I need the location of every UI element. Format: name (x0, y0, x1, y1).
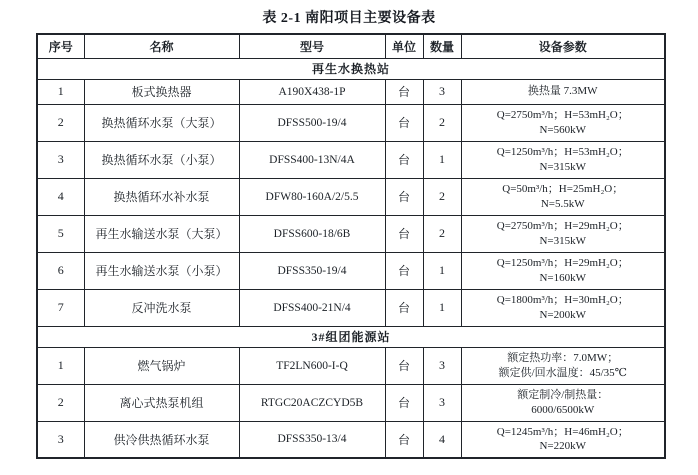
cell-name: 再生水输送水泵（小泵） (84, 252, 239, 289)
cell-unit: 台 (385, 421, 423, 458)
param-line: Q=50m³/h；H=25mH₂O； (502, 183, 624, 196)
cell-model: DFSS400-21N/4 (239, 289, 385, 326)
table-row (37, 141, 665, 178)
cell-model: TF2LN600-I-Q (239, 347, 385, 384)
cell-name: 再生水输送水泵（大泵） (84, 215, 239, 252)
cell-no: 2 (37, 104, 84, 141)
cell-qty: 1 (423, 141, 461, 178)
cell-name: 离心式热泵机组 (84, 384, 239, 421)
cell-no: 3 (37, 141, 84, 178)
cell-name: 供冷供热循环水泵 (84, 421, 239, 458)
header-name: 名称 (84, 34, 239, 58)
table-row (37, 178, 665, 215)
cell-no: 3 (37, 421, 84, 458)
cell-qty: 2 (423, 178, 461, 215)
param-line: 额定供/回水温度：45/35℃ (498, 366, 627, 379)
cell-params (461, 215, 665, 252)
section-label: 3#组团能源站 (37, 326, 665, 347)
cell-no: 4 (37, 178, 84, 215)
header-row (37, 34, 665, 58)
cell-name: 换热循环水泵（大泵） (84, 104, 239, 141)
cell-params (461, 178, 665, 215)
section-label: 再生水换热站 (37, 58, 665, 79)
param-line: N=315kW (539, 234, 587, 247)
table-row (37, 384, 665, 421)
cell-qty: 4 (423, 421, 461, 458)
cell-unit: 台 (385, 347, 423, 384)
cell-model: DFW80-160A/2/5.5 (239, 178, 385, 215)
table-row (37, 215, 665, 252)
cell-model: DFSS350-19/4 (239, 252, 385, 289)
cell-unit: 台 (385, 104, 423, 141)
cell-params (461, 347, 665, 384)
cell-unit: 台 (385, 384, 423, 421)
header-qty: 数量 (423, 34, 461, 58)
cell-qty: 1 (423, 252, 461, 289)
cell-model: DFSS500-19/4 (239, 104, 385, 141)
header-unit: 单位 (385, 34, 423, 58)
cell-unit: 台 (385, 215, 423, 252)
cell-no: 2 (37, 384, 84, 421)
param-line: 额定热功率：7.0MW； (507, 352, 619, 365)
param-line: Q=1250m³/h；H=29mH₂O； (496, 257, 629, 270)
param-line: N=5.5kW (540, 197, 585, 210)
param-line: N=200kW (539, 308, 587, 321)
section-row (37, 58, 665, 79)
table-row (37, 421, 665, 458)
cell-qty: 1 (423, 289, 461, 326)
cell-model: DFSS400-13N/4A (239, 141, 385, 178)
table-row (37, 79, 665, 104)
param-line: 6000/6500kW (531, 403, 595, 416)
cell-no: 6 (37, 252, 84, 289)
param-line: Q=2750m³/h；H=29mH₂O； (496, 220, 629, 233)
cell-name: 燃气锅炉 (84, 347, 239, 384)
param-line: 额定制冷/制热量： (517, 389, 609, 402)
cell-no: 5 (37, 215, 84, 252)
param-line: Q=1800m³/h；H=30mH₂O； (496, 294, 629, 307)
param-line: Q=2750m³/h；H=53mH₂O； (496, 109, 629, 122)
cell-params (461, 421, 665, 458)
cell-params (461, 104, 665, 141)
param-line: N=315kW (539, 160, 587, 173)
param-line: N=220kW (539, 440, 587, 453)
table-row (37, 252, 665, 289)
cell-no: 1 (37, 347, 84, 384)
cell-name: 板式换热器 (84, 79, 239, 104)
cell-model: DFSS600-18/6B (239, 215, 385, 252)
cell-no: 7 (37, 289, 84, 326)
cell-params (461, 252, 665, 289)
cell-unit: 台 (385, 178, 423, 215)
cell-qty: 3 (423, 347, 461, 384)
param-line: N=160kW (539, 271, 587, 284)
cell-model: RTGC20ACZCYD5B (239, 384, 385, 421)
cell-qty: 3 (423, 384, 461, 421)
cell-params (461, 79, 665, 104)
cell-name: 反冲洗水泵 (84, 289, 239, 326)
cell-no: 1 (37, 79, 84, 104)
cell-params (461, 289, 665, 326)
param-line: 换热量 7.3MW (527, 85, 598, 98)
cell-unit: 台 (385, 289, 423, 326)
cell-model: DFSS350-13/4 (239, 421, 385, 458)
cell-qty: 2 (423, 215, 461, 252)
cell-params (461, 141, 665, 178)
cell-params (461, 384, 665, 421)
header-no: 序号 (37, 34, 84, 58)
cell-name: 换热循环水泵（小泵） (84, 141, 239, 178)
cell-unit: 台 (385, 141, 423, 178)
table-row (37, 104, 665, 141)
param-line: Q=1245m³/h；H=46mH₂O； (496, 425, 629, 438)
section-row (37, 326, 665, 347)
table-row (37, 347, 665, 384)
table-title: 表 2-1 南阳项目主要设备表 (262, 11, 436, 26)
header-params: 设备参数 (461, 34, 665, 58)
table-row (37, 289, 665, 326)
cell-unit: 台 (385, 79, 423, 104)
header-model: 型号 (239, 34, 385, 58)
cell-qty: 3 (423, 79, 461, 104)
param-line: Q=1250m³/h；H=53mH₂O； (496, 146, 629, 159)
cell-model: A190X438-1P (239, 79, 385, 104)
cell-name: 换热循环水补水泵 (84, 178, 239, 215)
cell-unit: 台 (385, 252, 423, 289)
cell-qty: 2 (423, 104, 461, 141)
equipment-table (36, 33, 666, 459)
param-line: N=560kW (539, 123, 587, 136)
